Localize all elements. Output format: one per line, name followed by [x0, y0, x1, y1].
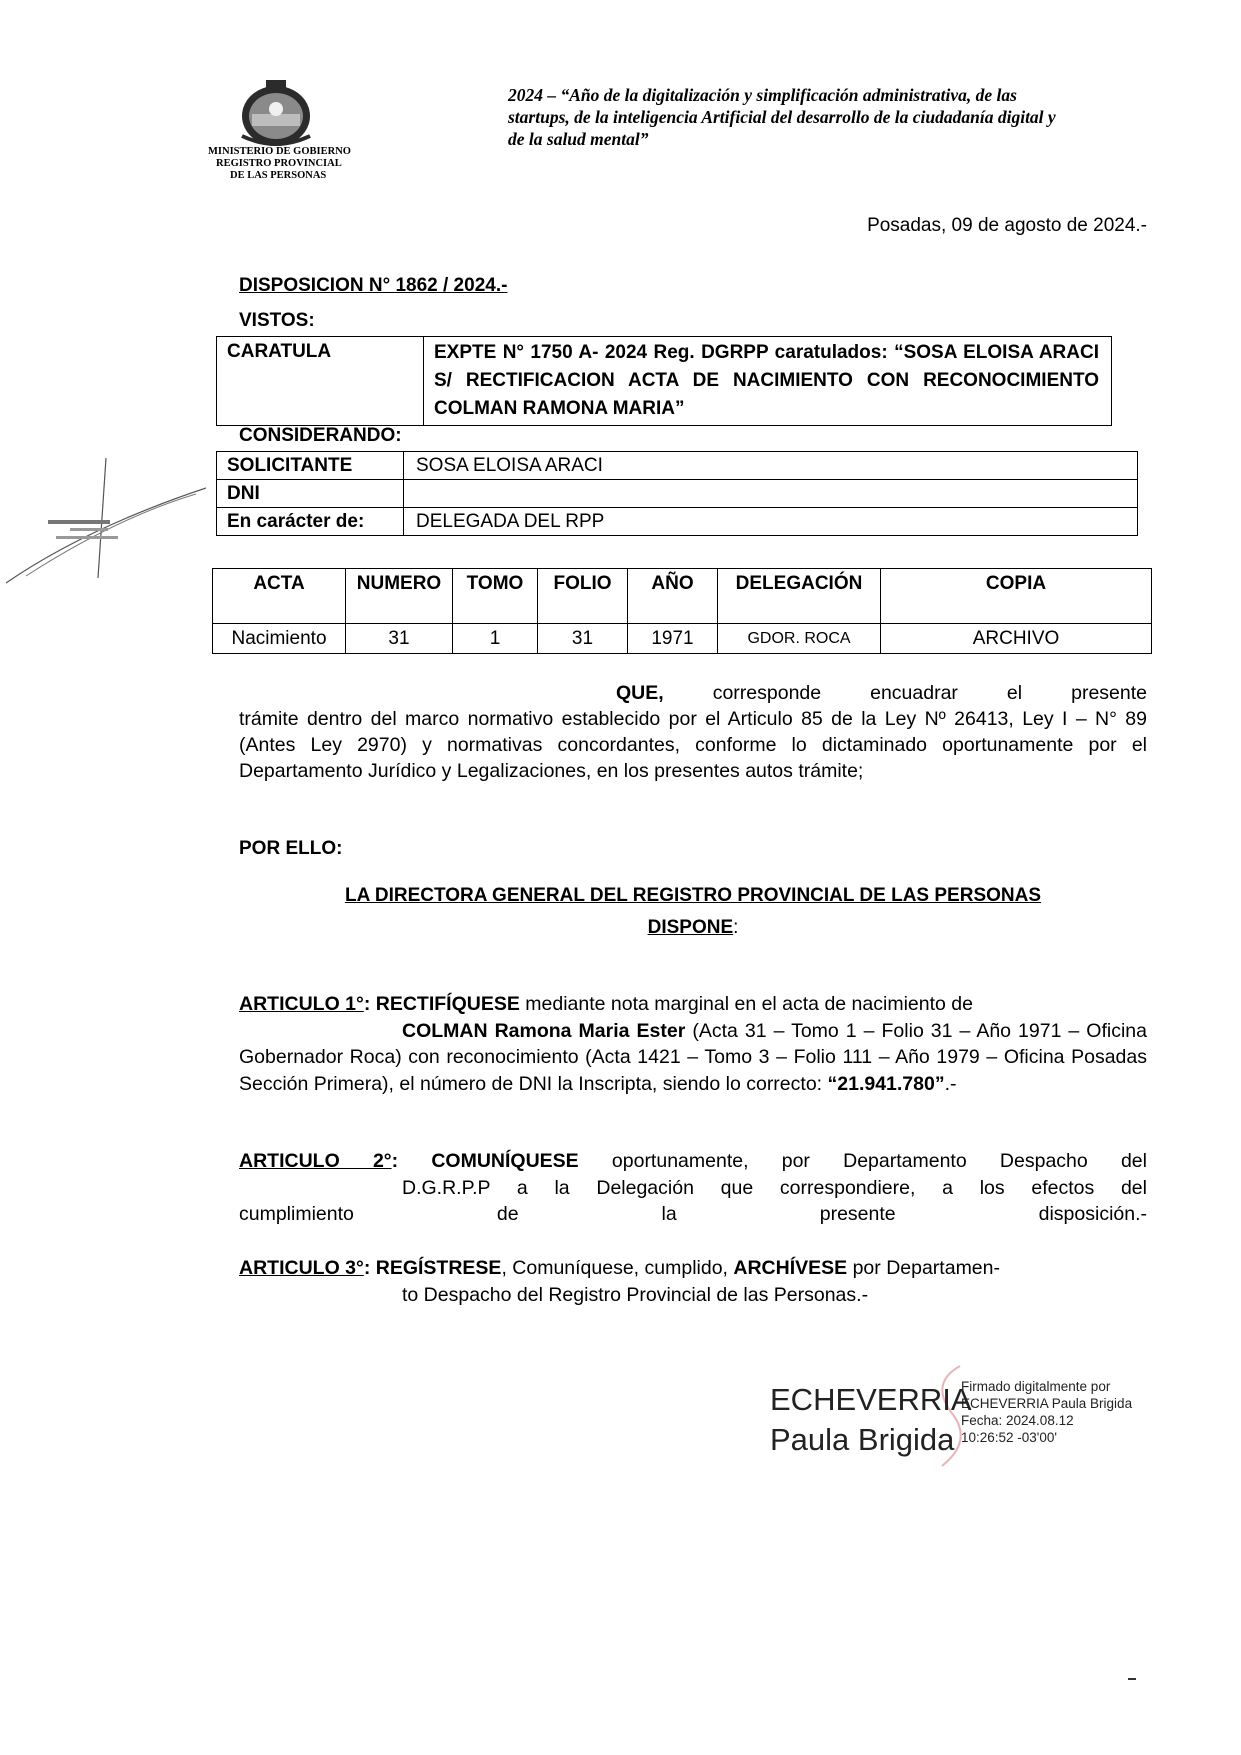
articulo-1-first-line [239, 991, 1147, 1018]
motto-line: startups, de la inteligencia Artificial del desarrollo de la ciudadanía digital y [508, 107, 1056, 127]
ministry-line: REGISTRO PROVINCIAL [216, 158, 342, 169]
articulo-2-colon: : [391, 1150, 432, 1172]
cell-numero: 31 [346, 624, 453, 654]
que-lead-rest: corresponde encuadrar el presente [712, 682, 1147, 704]
caratula-value: EXPTE N° 1750 A- 2024 Reg. DGRPP caratulados: “SOSA ELOISA ARACI S/ RECTIFICACION ACTA DE NACIMIENTO CON RECONOCIMIENTO COLMAN RAMONA MARIA” [424, 337, 1112, 426]
table-row [217, 337, 1112, 426]
city-date: Posadas, 09 de agosto de 2024.- [867, 215, 1147, 236]
signature-name [770, 1380, 972, 1460]
ministry-heading [208, 146, 398, 182]
articulo-2 [239, 1148, 1147, 1228]
por-ello: POR ELLO: [239, 838, 343, 859]
articulo-1-line1: mediante nota marginal en el acta de nacimiento de [519, 993, 973, 1015]
table-row [213, 624, 1152, 654]
directora-heading: LA DIRECTORA GENERAL DEL REGISTRO PROVINCIAL DE LAS PERSONAS [344, 885, 1042, 906]
dni-value [404, 480, 1138, 508]
articulo-2-line1: oportunamente, por Departamento Despacho del [578, 1150, 1147, 1172]
articulo-1-text: (Acta 31 – Tomo 1 – Folio 31 – Año 1971 – Oficina Gobernador Roca) con reconocimiento (Acta 1421 – Tomo 3 – Folio 111 – Año 1979 – Oficina Posadas Sección Primera), el número de DNI la Inscripta, siendo lo correcto: [239, 1019, 1147, 1095]
dispone-heading [239, 917, 1147, 939]
vistos-label: VISTOS: [239, 310, 315, 331]
header-folio: FOLIO [538, 569, 628, 624]
motto-line: 2024 – “Año de la digitalización y simplificación administrativa, de las [508, 85, 1017, 105]
coat-of-arms-logo [236, 76, 316, 148]
que-body: trámite dentro del marco normativo establecido por el Articulo 85 de la Ley Nº 26413, Ley I – N° 89 (Antes Ley 2970) y normativas concordantes, conforme lo dictaminado oportunamente por el Departamento Jurídico y Legalizaciones, en los presentes autos trámite; [239, 708, 1147, 782]
que-lead: QUE, [616, 682, 664, 704]
table-row [217, 480, 1138, 508]
que-paragraph [239, 680, 1147, 784]
articulo-3-mid: , Comuníquese, cumplido, [501, 1257, 734, 1279]
articulo-1-colon: : [363, 993, 376, 1015]
cell-anio: 1971 [628, 624, 718, 654]
articulo-2-line2: D.G.R.P.P a la Delegación que correspondiere, a los efectos del [402, 1176, 1147, 1199]
signature-surname: ECHEVERRIA [770, 1382, 972, 1417]
side-signature-mark [6, 458, 206, 588]
cell-tomo: 1 [453, 624, 538, 654]
articulo-3 [239, 1255, 1147, 1308]
disposicion-title: DISPOSICION N° 1862 / 2024.- [239, 275, 508, 296]
articulo-1-label: ARTICULO 1° [239, 993, 364, 1015]
articulo-2-verb: COMUNÍQUESE [431, 1150, 579, 1172]
acta-table [212, 568, 1152, 654]
caracter-value: DELEGADA DEL RPP [404, 508, 1138, 536]
stamp-line: ECHEVERRIA Paula Brigida [961, 1396, 1133, 1411]
signature-given-names: Paula Brigida [770, 1422, 955, 1457]
header-copia: COPIA [881, 569, 1152, 624]
header-delegacion: DELEGACIÓN [718, 569, 881, 624]
cell-copia: ARCHIVO [881, 624, 1152, 654]
articulo-3-line1: por Departamen- [847, 1257, 1000, 1279]
caratula-label: CARATULA [217, 337, 424, 426]
digital-signature-stamp [961, 1378, 1132, 1446]
dni-label: DNI [217, 480, 404, 508]
table-row [217, 508, 1138, 536]
cell-folio: 31 [538, 624, 628, 654]
header-anio: AÑO [628, 569, 718, 624]
stamp-line: Firmado digitalmente por [961, 1379, 1111, 1394]
table-header-row [213, 569, 1152, 624]
articulo-3-first-line [239, 1255, 1147, 1282]
articulo-3-label: ARTICULO 3° [239, 1257, 364, 1279]
header-acta: ACTA [213, 569, 346, 624]
articulo-1-name: COLMAN Ramona Maria Ester [402, 1019, 686, 1042]
cell-acta: Nacimiento [213, 624, 346, 654]
cell-delegacion: GDOR. ROCA [718, 624, 881, 654]
motto-line: de la salud mental” [508, 129, 649, 149]
articulo-2-first-line [239, 1148, 1147, 1175]
articulo-1 [239, 991, 1147, 1097]
articulo-2-line3: cumplimiento de la presente disposición.- [239, 1203, 1147, 1225]
considerando-label: CONSIDERANDO: [239, 425, 402, 446]
dispone-colon: : [733, 917, 739, 938]
footer-mark [1128, 1678, 1136, 1680]
solicitante-value: SOSA ELOISA ARACI [404, 452, 1138, 480]
que-lead-line [239, 680, 1147, 706]
header-tomo: TOMO [453, 569, 538, 624]
articulo-3-verb2: ARCHÍVESE [733, 1257, 848, 1279]
ministry-line: MINISTERIO DE GOBIERNO [208, 146, 351, 157]
solicitante-label: SOLICITANTE [217, 452, 404, 480]
ministry-line: DE LAS PERSONAS [230, 170, 327, 181]
articulo-1-verb: RECTIFÍQUESE [375, 993, 520, 1015]
table-row [217, 452, 1138, 480]
caracter-label: En carácter de: [217, 508, 404, 536]
year-motto [508, 84, 1178, 150]
dispone-word: DISPONE [647, 917, 734, 938]
articulo-1-dni: “21.941.780” [827, 1072, 945, 1095]
articulo-3-verb: REGÍSTRESE [375, 1257, 502, 1279]
stamp-line: 10:26:52 -03'00' [961, 1430, 1057, 1445]
caratula-table [216, 336, 1112, 426]
articulo-2-label: ARTICULO 2° [239, 1150, 392, 1172]
solicitante-table [216, 451, 1138, 536]
articulo-1-body [239, 1020, 1147, 1095]
articulo-3-line2: to Despacho del Registro Provincial de las Personas.- [402, 1283, 869, 1306]
header-numero: NUMERO [346, 569, 453, 624]
stamp-line: Fecha: 2024.08.12 [961, 1413, 1074, 1428]
articulo-3-colon: : [363, 1257, 376, 1279]
articulo-1-end: .- [944, 1072, 957, 1095]
